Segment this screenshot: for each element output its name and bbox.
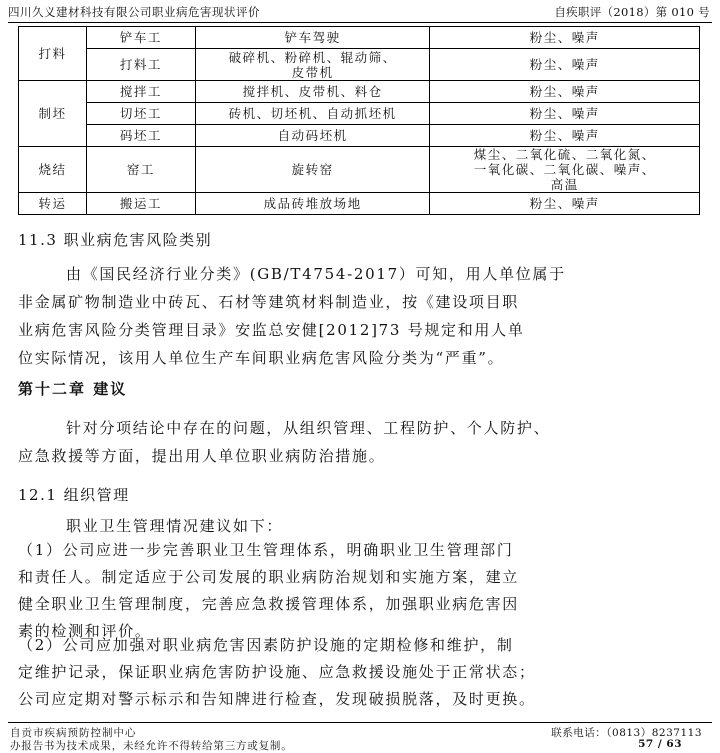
header-doc-number: 自疾职评（2018）第 010 号 (554, 5, 710, 19)
paragraph-line: 素的检测和评价。 (18, 622, 152, 640)
equipment-cell (195, 125, 430, 147)
job-cell: 窑工 (86, 147, 195, 193)
table-row (19, 103, 700, 125)
hazard-cell (430, 147, 700, 193)
header-company-title: 四川久义建材科技有限公司职业病危害现状评价 (8, 5, 260, 19)
table-row (19, 193, 700, 215)
footer-organization: 自贡市疾病预防控制中心 (10, 727, 137, 739)
process-cell: 转运 (19, 193, 87, 215)
paragraph-line: 健全职业卫生管理制度，完善应急救援管理体系，加强职业病危害因 (18, 595, 520, 613)
page-header (8, 0, 712, 23)
hazard-cell-line: 粉尘、噪声 (529, 84, 600, 99)
hazard-cell-line: 粉尘、噪声 (529, 106, 600, 121)
paragraph-line: 非金属矿物制造业中砖瓦、石材等建筑材料制造业，按《建设项目职 (18, 293, 520, 311)
equipment-cell-line: 旋转窑 (291, 162, 334, 177)
job-cell: 切坯工 (86, 103, 195, 125)
job-cell: 搬运工 (86, 193, 195, 215)
hazard-cell-line: 粉尘、噪声 (529, 57, 600, 72)
table-row (19, 125, 700, 147)
equipment-cell (195, 147, 430, 193)
equipment-cell-line: 铲车驾驶 (284, 30, 341, 45)
hazard-cell (430, 125, 700, 147)
equipment-cell-line: 搅拌机、皮带机、料仓 (242, 84, 383, 99)
paragraph-line: 应急救援等方面，提出用人单位职业病防治措施。 (18, 447, 386, 465)
hazard-cell-line: 粉尘、噪声 (529, 196, 600, 211)
page-footer (8, 722, 712, 750)
paragraph-line: 位实际情况，该用人单位生产车间职业病危害风险分类为“严重”。 (18, 349, 505, 367)
equipment-cell (195, 103, 430, 125)
table-row (19, 27, 700, 49)
section-12-1-intro: 职业卫生管理情况建议如下： (66, 517, 284, 535)
process-cell: 制坯 (19, 81, 87, 147)
hazard-cell-line: 粉尘、噪声 (529, 30, 600, 45)
chapter-12-heading: 第十二章 建议 (18, 380, 128, 398)
table-row (19, 81, 700, 103)
hazard-cell (430, 81, 700, 103)
paragraph-line: 定维护记录，保证职业病危害防护设施、应急救援设施处于正常状态； (18, 663, 536, 681)
hazard-cell (430, 103, 700, 125)
hazard-cell (430, 49, 700, 81)
paragraph-line: 公司应定期对警示标示和告知牌进行检查，发现破损脱落，及时更换。 (18, 690, 536, 708)
paragraph-line: 业病危害风险分类管理目录》安监总安健[2012]73 号规定和用人单 (18, 321, 525, 339)
equipment-cell-line: 成品砖堆放场地 (263, 196, 362, 211)
paragraph-line: 针对分项结论中存在的问题，从组织管理、工程防护、个人防护、 (66, 419, 551, 437)
hazard-cell-line: 一氧化碳、二氧化碳、噪声、 (473, 162, 656, 177)
hazard-cell (430, 193, 700, 215)
paragraph-line: 由《国民经济行业分类》(GB/T4754-2017）可知，用人单位属于 (66, 265, 566, 283)
process-cell: 打料 (19, 27, 87, 81)
paragraph-line: （2）公司应加强对职业病危害因素防护设施的定期检修和维护，制 (18, 636, 514, 654)
hazard-cell-line: 高温 (550, 177, 579, 192)
footer-phone: 联系电话：（0813）8237113 (551, 727, 702, 739)
paragraph-line: （1）公司应进一步完善职业卫生管理体系，明确职业卫生管理部门 (18, 541, 514, 559)
section-12-1-heading: 12.1 组织管理 (18, 486, 130, 504)
hazard-cell-line: 粉尘、噪声 (529, 128, 600, 143)
equipment-cell-line: 破碎机、粉碎机、辊动筛、 (228, 49, 397, 65)
job-cell: 搅拌工 (86, 81, 195, 103)
equipment-cell (195, 49, 430, 81)
table-row (19, 49, 700, 81)
hazard-table-body (19, 27, 700, 215)
equipment-cell-line: 砖机、切坯机、自动抓坯机 (228, 106, 397, 121)
paragraph-line: 和责任人。制定适应于公司发展的职业病防治规划和实施方案，建立 (18, 568, 520, 586)
hazard-table (18, 26, 700, 215)
equipment-cell (195, 81, 430, 103)
table-row (19, 147, 700, 193)
hazard-cell-line: 煤尘、二氧化硫、二氧化氮、 (473, 147, 656, 162)
footer-notice: 办报告书为技术成果，未经允许不得转给第三方或复制。 (10, 740, 293, 752)
equipment-cell (195, 193, 430, 215)
equipment-cell-line: 皮带机 (291, 64, 334, 80)
equipment-cell (195, 27, 430, 49)
equipment-cell-line: 自动码坯机 (277, 128, 348, 143)
job-cell: 码坯工 (86, 125, 195, 147)
hazard-cell (430, 27, 700, 49)
job-cell: 铲车工 (86, 27, 195, 49)
section-11-3-heading: 11.3 职业病危害风险类别 (18, 231, 213, 249)
job-cell: 打料工 (86, 49, 195, 81)
footer-page-number: 57 / 63 (638, 738, 682, 750)
process-cell: 烧结 (19, 147, 87, 193)
